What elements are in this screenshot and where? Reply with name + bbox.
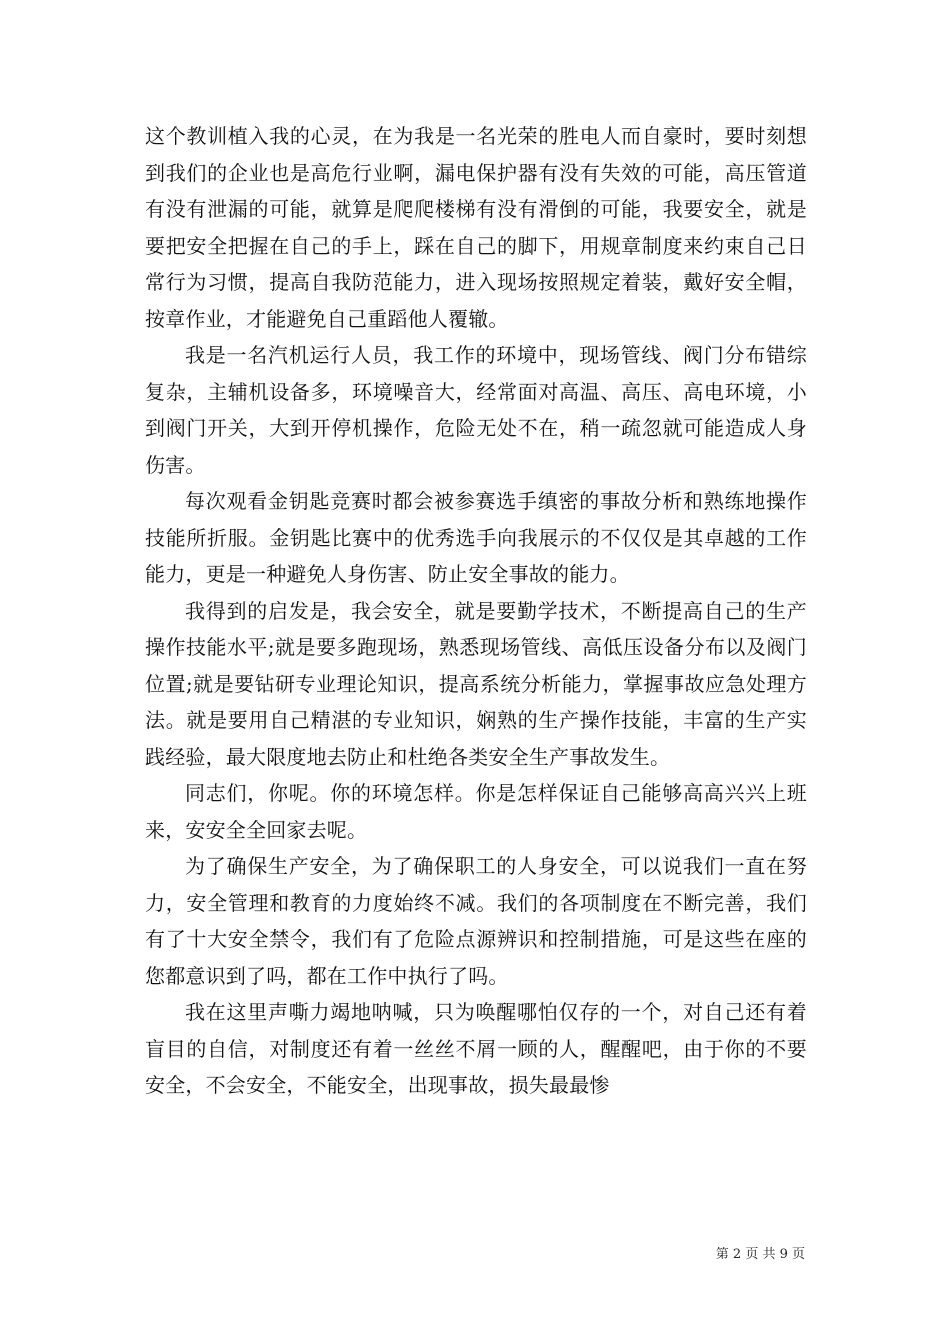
paragraph-4: 我得到的启发是，我会安全，就是要勤学技术，不断提高自己的生产操作技能水平;就是要多跑现场，熟悉现场管线、高低压设备分布以及阀门位置;就是要钻研专业理论知识，提高系统分析能力，掌握事故应急处理方法。就是要用自己精湛的专业知识，娴熟的生产操作技能，丰富的生产实践经验，最大限度地去防止和杜绝各类安全生产事故发生。 [145,598,807,769]
page-footer [716,1246,805,1264]
page-number-label: 第 2 页 共 9 页 [715,1247,805,1262]
paragraph-1: 这个教训植入我的心灵，在为我是一名光荣的胜电人而自豪时，要时刻想到我们的企业也是高危行业啊，漏电保护器有没有失效的可能，高压管道有没有泄漏的可能，就算是爬爬楼梯有没有滑倒的可能，我要安全，就是要把安全把握在自己的手上，踩在自己的脚下，用规章制度来约束自己日常行为习惯，提高自我防范能力，进入现场按照规定着装，戴好安全帽，按章作业，才能避免自己重蹈他人覆辙。 [145,124,807,331]
paragraph-5: 同志们，你呢。你的环境怎样。你是怎样保证自己能够高高兴兴上班来，安安全全回家去呢。 [145,781,807,842]
paragraph-3: 每次观看金钥匙竞赛时都会被参赛选手缜密的事故分析和熟练地操作技能所折服。金钥匙比赛中的优秀选手向我展示的不仅仅是其卓越的工作能力，更是一种避免人身伤害、防止安全事故的能力。 [145,489,807,586]
paragraph-6: 为了确保生产安全，为了确保职工的人身安全，可以说我们一直在努力，安全管理和教育的力度始终不减。我们的各项制度在不断完善，我们有了十大安全禁令，我们有了危险点源辨识和控制措施，可是这些在座的您都意识到了吗，都在工作中执行了吗。 [145,854,807,988]
body-text [145,118,807,1104]
paragraph-2: 我是一名汽机运行人员，我工作的环境中，现场管线、阀门分布错综复杂，主辅机设备多，环境噪音大，经常面对高温、高压、高电环境，小到阀门开关，大到开停机操作，危险无处不在，稍一疏忽就可能造成人身伤害。 [145,343,807,477]
paragraph-7: 我在这里声嘶力竭地呐喊，只为唤醒哪怕仅存的一个，对自己还有着盲目的自信，对制度还有着一丝丝不屑一顾的人，醒醒吧，由于你的不要安全，不会安全，不能安全，出现事故，损失最最惨 [145,1000,807,1097]
